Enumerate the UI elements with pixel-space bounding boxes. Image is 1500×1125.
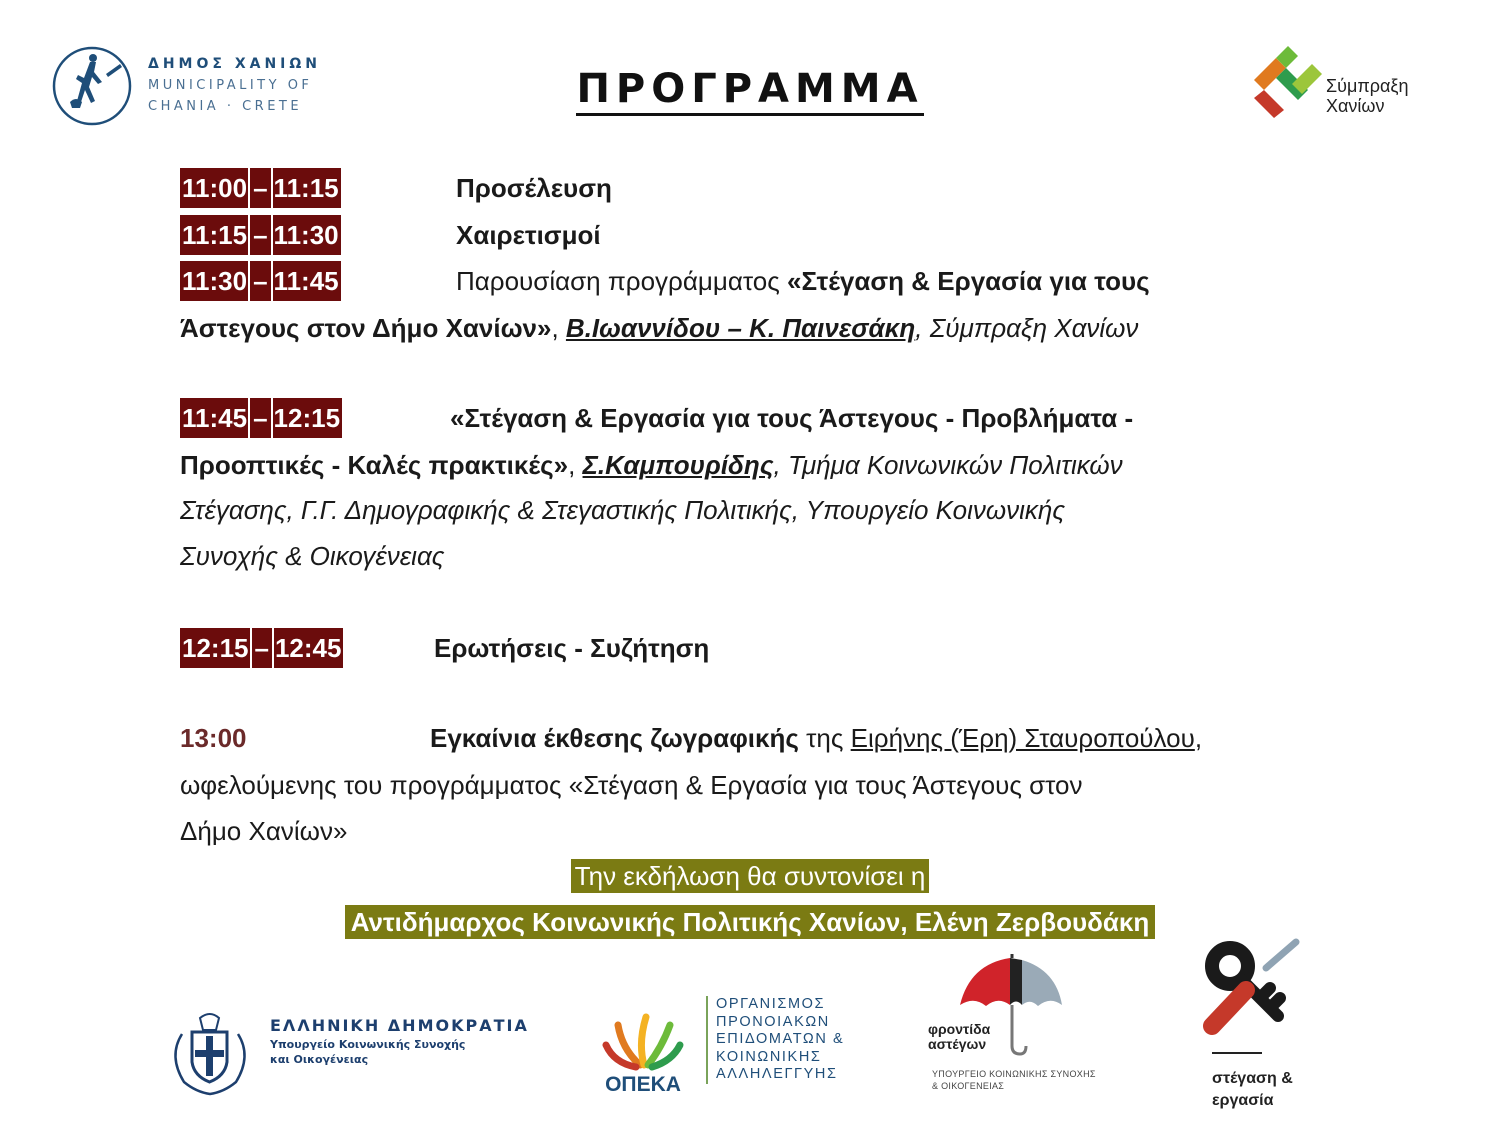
ministry-text — [932, 1068, 1096, 1092]
time-start: 11:30 — [182, 266, 248, 296]
time-end: 11:45 — [273, 266, 339, 296]
speaker-affiliation-b: Στέγασης, Γ.Γ. Δημογραφικής & Στεγαστικής Πολιτικής, Υπουργείο Κοινωνικής — [180, 495, 1066, 525]
time-separator: – — [248, 261, 272, 301]
time-end: 12:15 — [273, 403, 341, 433]
speaker-affiliation-c: Συνοχής & Οικογένειας — [180, 541, 445, 571]
session-title-part-b: Προοπτικές - Καλές πρακτικές» — [180, 450, 569, 480]
time-badge — [180, 168, 341, 208]
session-title: Προσέλευση — [456, 173, 612, 203]
page-title-text: ΠΡΟΓΡΑΜΜΑ — [576, 66, 923, 116]
program-row-6-cont1: ωφελούμενης του προγράμματος «Στέγαση & Εργασία για τους Άστεγους στον — [180, 770, 1083, 800]
session-title: Εγκαίνια έκθεσης ζωγραφικής — [430, 723, 799, 753]
opeka-line1: ΟΡΓΑΝΙΣΜΟΣ — [716, 996, 826, 1012]
umb-line1: φροντίδα — [928, 1021, 991, 1037]
opeka-line4: ΚΟΙΝΩΝΙΚΗΣ — [716, 1048, 822, 1065]
greek-emblem-icon — [162, 1004, 257, 1099]
time-badge — [180, 398, 342, 438]
muni-line3: CHANIA · CRETE — [148, 99, 303, 114]
time-end: 11:15 — [273, 173, 339, 203]
time-separator: – — [248, 215, 272, 255]
time-separator: – — [250, 628, 274, 668]
opeka-line3: ΕΠΙΔΟΜΑΤΩΝ & — [716, 1031, 845, 1047]
opeka-full-name — [706, 996, 844, 1084]
opeka-logo-icon — [600, 995, 686, 1095]
program-row-4 — [180, 398, 1134, 438]
gr-line2: Υπουργείο Κοινωνικής Συνοχής — [270, 1038, 466, 1051]
punct: , — [568, 450, 583, 480]
session-text — [430, 718, 1202, 758]
opeka-line5: ΑΛΛΗΛΕΓΓΥΗΣ — [716, 1066, 838, 1082]
time-separator: – — [248, 398, 272, 438]
time-separator: – — [248, 168, 272, 208]
gr-line1: ΕΛΛΗΝΙΚΗ ΔΗΜΟΚΡΑΤΙΑ — [270, 1016, 529, 1035]
program-row-5 — [180, 628, 710, 668]
session-title-part-b: Άστεγους στον Δήμο Χανίων» — [180, 313, 552, 343]
partner-line2: Χανίων — [1326, 96, 1385, 116]
program-row-2 — [180, 215, 601, 255]
time-start: 11:00 — [182, 173, 248, 203]
program-row-4-cont1 — [180, 445, 1123, 485]
se-line2: εργασία — [1212, 1092, 1274, 1109]
time-badge — [180, 215, 341, 255]
speaker-affiliation-a: , Τμήμα Κοινωνικών Πολιτικών — [773, 450, 1123, 480]
time-badge — [180, 261, 341, 301]
time-end: 12:45 — [274, 633, 342, 663]
punct: , — [551, 313, 566, 343]
key-logo-icon — [1200, 938, 1310, 1038]
partner-line1: Σύμπραξη — [1326, 76, 1409, 96]
time-start: 11:15 — [182, 220, 248, 250]
opeka-line2: ΠΡΟΝΟΙΑΚΩΝ — [716, 1013, 830, 1030]
speaker-names: Β.Ιωαννίδου – Κ. Παινεσάκη — [565, 313, 916, 343]
moderator-line-2 — [0, 902, 1500, 942]
partner-name — [1326, 76, 1408, 116]
time-badge — [180, 628, 343, 668]
moderator-name: Αντιδήμαρχος Κοινωνικής Πολιτικής Χανίων, Ελένη Ζερβουδάκη — [345, 905, 1155, 939]
session-text — [456, 261, 1150, 301]
program-row-6-cont2: Δήμο Χανίων» — [180, 816, 348, 846]
speaker-name: Σ.Καμπουρίδης — [582, 450, 774, 480]
gr-line3: και Οικογένειας — [270, 1053, 369, 1066]
greek-republic-text — [270, 1016, 529, 1067]
moderator-intro: Την εκδήλωση θα συντονίσει η — [571, 859, 930, 893]
punct: , — [1194, 723, 1203, 753]
session-title-part-a: «Στέγαση & Εργασία για τους — [786, 266, 1150, 296]
session-title-part-a: «Στέγαση & Εργασία για τους Άστεγους - Προβλήματα - — [450, 403, 1134, 433]
time-label: 13:00 — [180, 723, 247, 753]
time-start: 11:45 — [182, 403, 248, 433]
muni-line2: MUNICIPALITY OF — [148, 78, 313, 93]
session-text-connector: της — [798, 723, 851, 753]
program-row-6 — [180, 718, 1203, 758]
muni-line1: ΔΗΜΟΣ ΧΑΝΙΩΝ — [148, 56, 321, 72]
divider — [1212, 1052, 1262, 1054]
session-title: Ερωτήσεις - Συζήτηση — [434, 633, 710, 663]
umb-ministry-line2: & ΟΙΚΟΓΕΝΕΙΑΣ — [932, 1081, 1005, 1091]
moderator-line-1 — [0, 856, 1500, 896]
time-start: 12:15 — [182, 633, 249, 663]
time-end: 11:30 — [273, 220, 339, 250]
program-row-3-cont — [180, 308, 1138, 348]
housing-work-text — [1212, 1068, 1293, 1112]
session-intro: Παρουσίαση προγράμματος — [456, 266, 787, 296]
umb-line2: αστέγων — [928, 1036, 987, 1052]
se-line1: στέγαση & — [1212, 1070, 1293, 1087]
session-title: Χαιρετισμοί — [456, 220, 601, 250]
program-row-3 — [180, 261, 1150, 301]
speaker-affiliation: , Σύμπραξη Χανίων — [915, 313, 1139, 343]
partner-logo-icon — [1246, 40, 1326, 120]
artist-name: Ειρήνης (Έρη) Σταυροπούλου — [850, 723, 1195, 753]
opeka-name: ΟΠΕΚΑ — [605, 1073, 681, 1095]
program-row-1 — [180, 168, 612, 208]
homeless-care-text — [928, 1022, 990, 1052]
umb-ministry-line1: ΥΠΟΥΡΓΕΙΟ ΚΟΙΝΩΝΙΚΗΣ ΣΥΝΟΧΗΣ — [932, 1069, 1096, 1079]
